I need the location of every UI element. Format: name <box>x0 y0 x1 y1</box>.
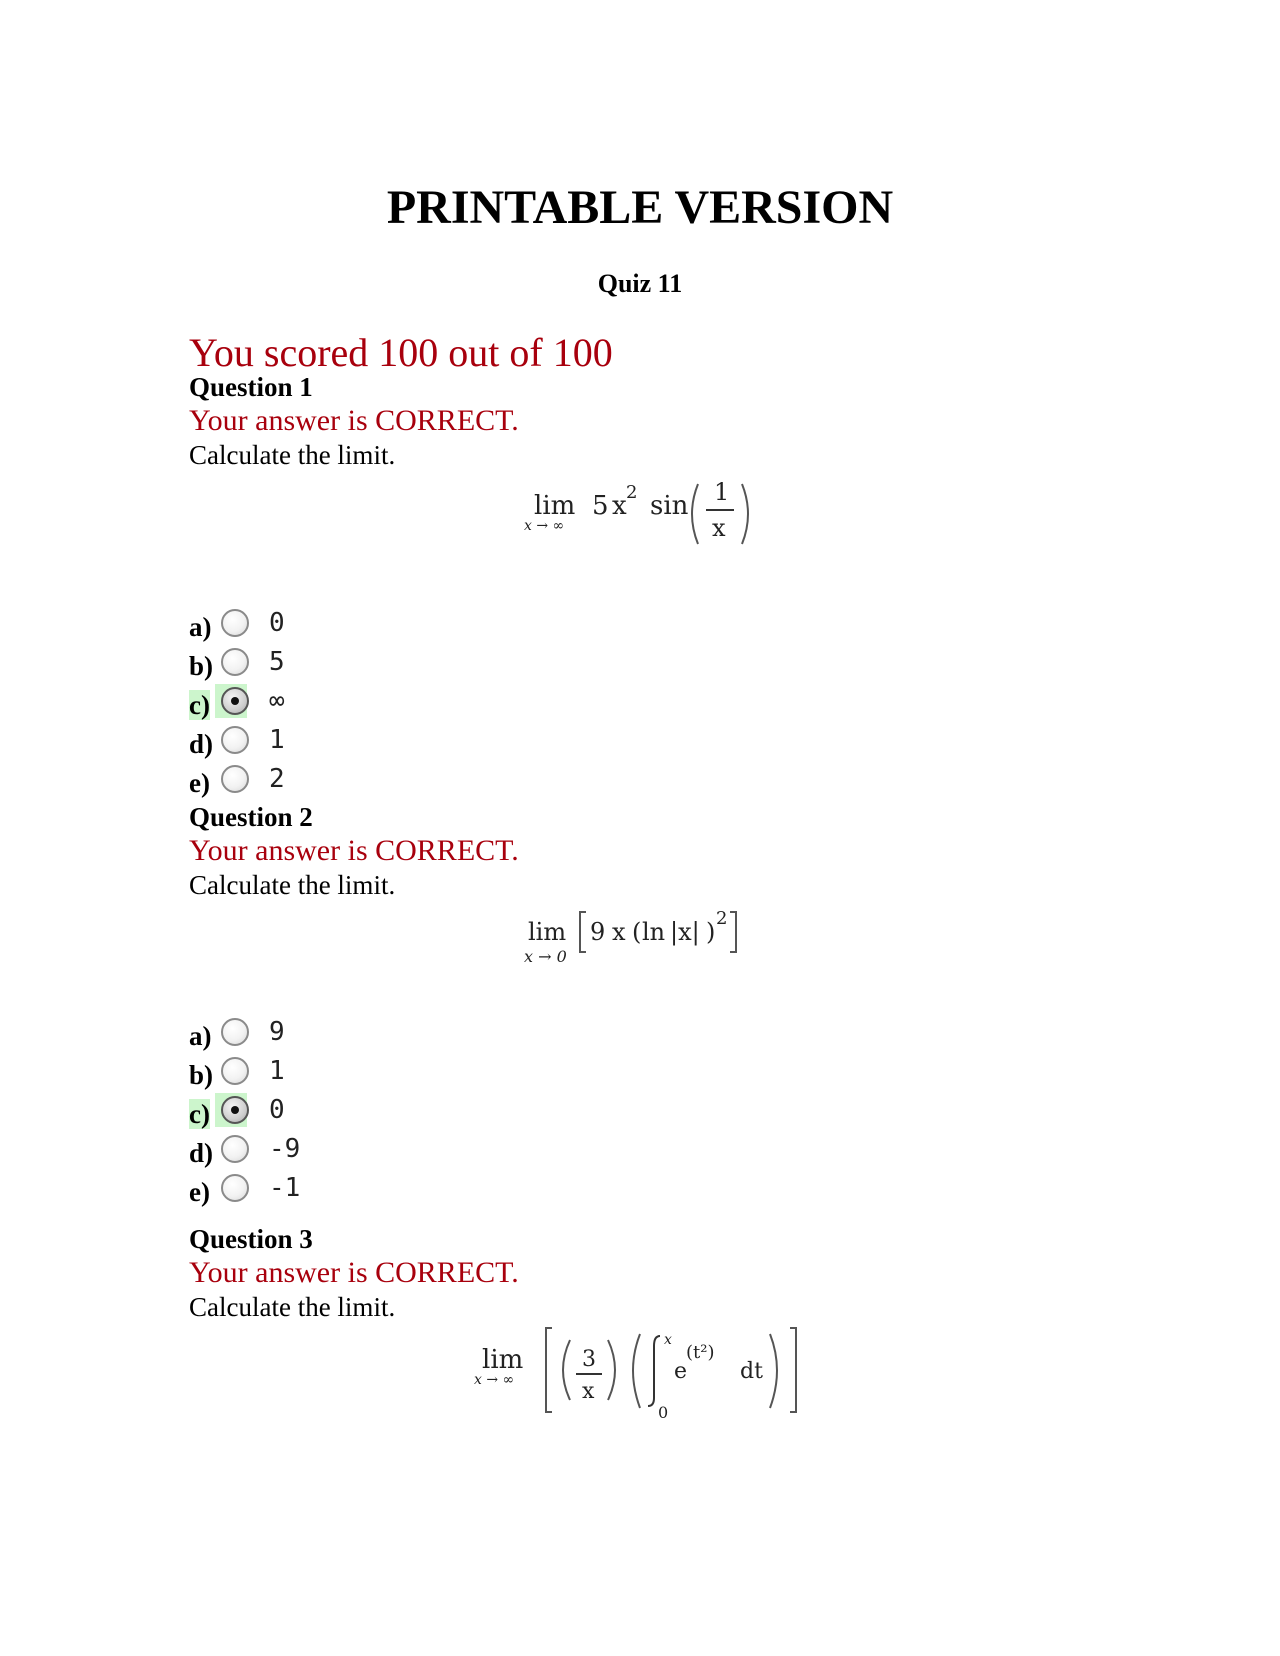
radio-button-selected[interactable] <box>221 687 249 715</box>
choice-value: 1 <box>269 725 285 755</box>
base-e: e <box>674 1359 688 1384</box>
choice-b[interactable] <box>189 643 389 682</box>
radio-button[interactable] <box>221 726 249 754</box>
quiz-name: Quiz 11 <box>597 269 683 298</box>
choice-letter: a) <box>189 612 212 642</box>
answer-status: Your answer is CORRECT. <box>189 404 519 437</box>
lim-subscript: x → 0 <box>524 947 567 966</box>
radio-button[interactable] <box>221 1174 249 1202</box>
choice-value: 5 <box>269 647 285 677</box>
question-1 <box>189 370 1089 472</box>
left-bracket <box>546 1328 552 1412</box>
fraction-numerator: 3 <box>582 1347 596 1372</box>
left-paren <box>563 1340 570 1400</box>
variable: x <box>612 918 626 946</box>
choice-b[interactable] <box>189 1052 389 1091</box>
formula-q3 <box>470 1322 810 1426</box>
radio-button[interactable] <box>221 1135 249 1163</box>
choice-letter: c) <box>189 690 210 720</box>
variable: x <box>612 491 627 521</box>
integral-sign <box>648 1336 660 1406</box>
exponent: (t²) <box>686 1342 715 1363</box>
radio-button[interactable] <box>221 648 249 676</box>
choice-e[interactable] <box>189 1169 389 1208</box>
answer-status: Your answer is CORRECT. <box>189 1256 519 1289</box>
lim-word: lim <box>482 1345 524 1375</box>
exponent: 2 <box>626 482 638 503</box>
choice-value: ∞ <box>269 686 285 716</box>
score-summary: You scored 100 out of 100 <box>189 330 613 375</box>
choice-value: 1 <box>269 1056 285 1086</box>
choice-a[interactable] <box>189 1013 389 1052</box>
integral-lower-limit: 0 <box>658 1403 669 1422</box>
right-paren <box>742 484 748 544</box>
radio-button[interactable] <box>221 1018 249 1046</box>
right-paren <box>770 1334 777 1408</box>
right-bracket <box>790 1328 796 1412</box>
choice-value: -1 <box>269 1173 301 1203</box>
question-title: Question 2 <box>189 802 313 832</box>
choice-e[interactable] <box>189 760 389 799</box>
choice-letter: d) <box>189 1138 214 1168</box>
absolute-value: |x| <box>670 918 700 946</box>
choice-d[interactable] <box>189 1130 389 1169</box>
choice-letter: a) <box>189 1021 212 1051</box>
formula-q2 <box>520 908 760 976</box>
choice-value: -9 <box>269 1134 301 1164</box>
choice-letter: c) <box>189 1099 210 1129</box>
left-bracket <box>580 912 586 952</box>
question-3 <box>189 1222 1089 1324</box>
choice-value: 0 <box>269 1095 285 1125</box>
radio-dot <box>231 1106 239 1114</box>
differential: dt <box>740 1359 763 1384</box>
choice-letter: b) <box>189 651 214 681</box>
integral-upper-limit: x <box>664 1332 672 1348</box>
question-title: Question 1 <box>189 372 313 402</box>
choices-q2 <box>189 1013 389 1208</box>
function-name: sin <box>650 491 689 521</box>
coefficient: 9 <box>590 918 606 946</box>
question-prompt: Calculate the limit. <box>189 440 396 470</box>
function-name: ln <box>642 918 666 946</box>
choice-value: 0 <box>269 608 285 638</box>
radio-button[interactable] <box>221 609 249 637</box>
right-paren: ) <box>706 918 716 946</box>
lim-word: lim <box>528 918 567 946</box>
radio-button-selected[interactable] <box>221 1096 249 1124</box>
choice-letter: d) <box>189 729 214 759</box>
lim-subscript: x → ∞ <box>524 518 565 534</box>
formula-q1 <box>520 478 760 554</box>
question-title: Question 3 <box>189 1224 313 1254</box>
page-title: PRINTABLE VERSION <box>386 181 894 234</box>
question-prompt: Calculate the limit. <box>189 1292 396 1322</box>
fraction-denominator: x <box>712 514 726 542</box>
left-paren <box>692 484 698 544</box>
answer-status: Your answer is CORRECT. <box>189 834 519 867</box>
right-bracket <box>730 912 736 952</box>
fraction-denominator: x <box>582 1379 595 1404</box>
choices-q1 <box>189 604 389 799</box>
choice-letter: e) <box>189 1177 210 1207</box>
right-paren <box>608 1340 615 1400</box>
choice-letter: e) <box>189 768 210 798</box>
choice-value: 9 <box>269 1017 285 1047</box>
choice-letter: b) <box>189 1060 214 1090</box>
lim-word: lim <box>534 491 576 521</box>
choice-d[interactable] <box>189 721 389 760</box>
radio-dot <box>231 697 239 705</box>
exponent: 2 <box>716 908 728 929</box>
question-2 <box>189 800 1089 902</box>
choice-value: 2 <box>269 764 285 794</box>
radio-button[interactable] <box>221 1057 249 1085</box>
coefficient: 5 <box>592 491 609 521</box>
choice-c[interactable] <box>189 682 389 721</box>
radio-button[interactable] <box>221 765 249 793</box>
left-paren: ( <box>632 918 642 946</box>
choice-a[interactable] <box>189 604 389 643</box>
question-prompt: Calculate the limit. <box>189 870 396 900</box>
left-paren <box>633 1334 640 1408</box>
lim-subscript: x → ∞ <box>474 1372 515 1388</box>
choice-c[interactable] <box>189 1091 389 1130</box>
fraction-numerator: 1 <box>714 478 730 506</box>
